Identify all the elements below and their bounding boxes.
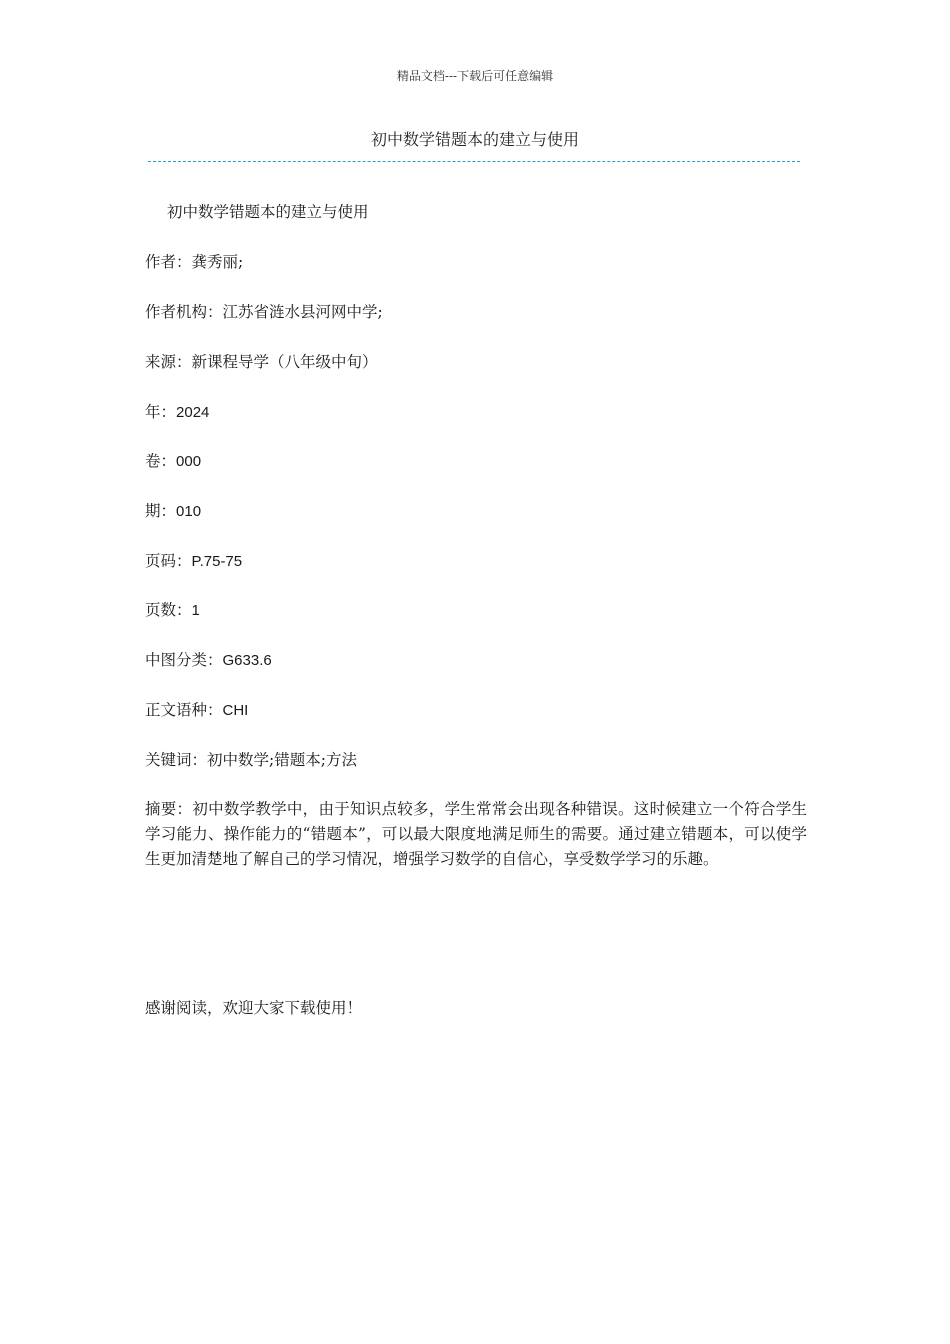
field-label: 作者： xyxy=(145,253,192,271)
field-value: CHI xyxy=(222,702,249,719)
field-value: 000 xyxy=(176,453,202,470)
thanks-note: 感谢阅读，欢迎大家下载使用！ xyxy=(145,999,363,1017)
field-label: 年： xyxy=(145,403,177,421)
field-page-count xyxy=(145,598,200,623)
field-clc xyxy=(145,648,272,673)
field-label: 正文语种： xyxy=(145,701,223,719)
field-label: 关键词： xyxy=(145,751,208,769)
field-label: 页码： xyxy=(145,552,192,570)
abstract-paragraph xyxy=(145,797,807,872)
field-value: 010 xyxy=(176,503,202,520)
field-label: 来源： xyxy=(145,353,192,371)
field-volume xyxy=(145,449,201,474)
article-title: 初中数学错题本的建立与使用 xyxy=(167,203,369,221)
field-value: P.75-75 xyxy=(191,553,243,570)
field-label: 页数： xyxy=(145,601,192,619)
header-note: 精品文档---下载后可任意编辑 xyxy=(396,69,554,83)
field-author xyxy=(145,250,243,274)
page-title: 初中数学错题本的建立与使用 xyxy=(370,130,579,149)
field-value: 龚秀丽; xyxy=(191,253,244,271)
abstract-text: 初中数学教学中，由于知识点较多，学生常常会出现各种错误。这时候建立一个符合学生学习能力、操作能力的“错题本”，可以最大限度地满足师生的需要。通过建立错题本，可以使学生更加清楚地了解自己的学习情况，增强学习数学的自信心，享受数学学习的乐趣。 xyxy=(145,800,807,868)
field-year xyxy=(145,400,209,425)
field-pages xyxy=(145,549,242,574)
field-issue xyxy=(145,499,201,524)
field-label: 卷： xyxy=(145,452,177,470)
field-label: 作者机构： xyxy=(145,303,223,321)
field-value: 1 xyxy=(191,602,200,619)
field-value: 新课程导学（八年级中旬） xyxy=(191,353,378,371)
field-value: G633.6 xyxy=(222,652,272,669)
field-label: 期： xyxy=(145,502,177,520)
field-value: 初中数学;错题本;方法 xyxy=(207,751,357,769)
field-language xyxy=(145,698,248,723)
title-divider xyxy=(148,161,800,162)
field-institution xyxy=(145,300,383,324)
abstract-label: 摘要： xyxy=(145,800,193,818)
field-value: 江苏省涟水县河网中学; xyxy=(222,303,383,321)
field-value: 2024 xyxy=(176,404,210,421)
field-label: 中图分类： xyxy=(145,651,223,669)
field-source xyxy=(145,350,378,374)
field-keywords xyxy=(145,748,357,772)
